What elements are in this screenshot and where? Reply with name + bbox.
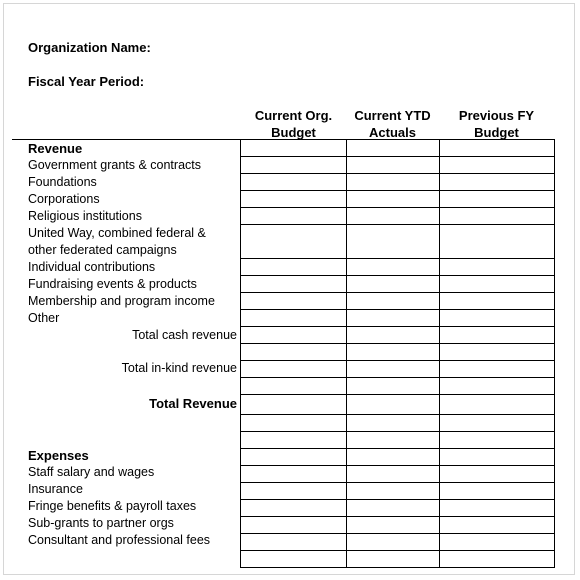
cell[interactable] xyxy=(440,157,555,174)
cell[interactable] xyxy=(440,259,555,276)
cell[interactable] xyxy=(440,174,555,191)
revenue-item: Foundations xyxy=(28,175,97,189)
cell[interactable] xyxy=(241,276,347,293)
grid-row-total-inkind xyxy=(241,361,555,378)
total-inkind-revenue-label: Total in-kind revenue xyxy=(121,361,237,375)
cell[interactable] xyxy=(241,327,347,344)
grid-row-total-revenue xyxy=(241,395,555,415)
revenue-item: Membership and program income xyxy=(28,294,215,308)
column-header-line: Current Org. xyxy=(254,108,333,123)
column-header-current-org-budget xyxy=(241,107,346,141)
cell[interactable] xyxy=(241,449,347,466)
fiscal-year-period-label: Fiscal Year Period: xyxy=(28,74,145,89)
grid-row xyxy=(241,378,555,395)
cell[interactable] xyxy=(347,276,440,293)
revenue-item: other federated campaigns xyxy=(28,243,177,257)
cell[interactable] xyxy=(347,191,440,208)
grid-row xyxy=(241,174,555,191)
cell[interactable] xyxy=(241,395,347,415)
cell[interactable] xyxy=(440,191,555,208)
cell[interactable] xyxy=(347,500,440,517)
cell[interactable] xyxy=(241,500,347,517)
cell[interactable] xyxy=(347,327,440,344)
cell[interactable] xyxy=(241,293,347,310)
column-header-line: Current YTD xyxy=(354,108,431,123)
cell[interactable] xyxy=(347,534,440,551)
cell[interactable] xyxy=(347,293,440,310)
grid-row xyxy=(241,276,555,293)
cell[interactable] xyxy=(347,208,440,225)
revenue-heading: Revenue xyxy=(28,141,83,156)
cell[interactable] xyxy=(440,432,555,449)
grid-row xyxy=(241,344,555,361)
cell[interactable] xyxy=(241,415,347,432)
cell[interactable] xyxy=(440,293,555,310)
revenue-item: Corporations xyxy=(28,192,100,206)
cell[interactable] xyxy=(347,174,440,191)
revenue-item: Government grants & contracts xyxy=(28,158,201,172)
budget-grid xyxy=(240,139,555,568)
column-header-line: Budget xyxy=(474,125,519,140)
cell[interactable] xyxy=(241,466,347,483)
grid-row xyxy=(241,191,555,208)
column-header-current-ytd-actuals xyxy=(346,107,439,141)
revenue-item: United Way, combined federal & xyxy=(28,226,206,240)
organization-name-label: Organization Name: xyxy=(28,40,151,55)
cell[interactable] xyxy=(241,310,347,327)
cell[interactable] xyxy=(440,310,555,327)
grid-row xyxy=(241,517,555,534)
cell[interactable] xyxy=(440,483,555,500)
grid-row xyxy=(241,208,555,225)
cell[interactable] xyxy=(440,517,555,534)
grid-row xyxy=(241,483,555,500)
cell[interactable] xyxy=(440,378,555,395)
grid-row xyxy=(241,449,555,466)
cell[interactable] xyxy=(347,395,440,415)
cell[interactable] xyxy=(241,174,347,191)
cell[interactable] xyxy=(440,500,555,517)
cell[interactable] xyxy=(440,466,555,483)
cell[interactable] xyxy=(241,344,347,361)
grid-row-expenses-heading xyxy=(241,466,555,483)
cell[interactable] xyxy=(440,415,555,432)
cell[interactable] xyxy=(241,157,347,174)
cell[interactable] xyxy=(241,140,347,157)
cell[interactable] xyxy=(347,140,440,157)
revenue-item: Other xyxy=(28,311,60,325)
expense-item: Consultant and professional fees xyxy=(28,533,211,547)
cell[interactable] xyxy=(241,361,347,378)
grid-row-revenue-heading xyxy=(241,140,555,157)
grid-row xyxy=(241,157,555,174)
cell[interactable] xyxy=(347,361,440,378)
cell[interactable] xyxy=(440,449,555,466)
grid-row xyxy=(241,415,555,432)
column-header-line: Previous FY xyxy=(458,108,535,123)
total-cash-revenue-label: Total cash revenue xyxy=(132,328,237,342)
cell[interactable] xyxy=(440,225,555,259)
cell[interactable] xyxy=(347,157,440,174)
cell[interactable] xyxy=(347,415,440,432)
cell[interactable] xyxy=(347,378,440,395)
column-header-previous-fy-budget xyxy=(439,107,554,141)
grid-row xyxy=(241,551,555,568)
cell[interactable] xyxy=(347,225,440,259)
cell[interactable] xyxy=(347,449,440,466)
total-revenue-label: Total Revenue xyxy=(149,396,237,411)
grid-row xyxy=(241,293,555,310)
cell[interactable] xyxy=(440,395,555,415)
expense-item: Insurance xyxy=(28,482,83,496)
cell[interactable] xyxy=(440,534,555,551)
cell[interactable] xyxy=(440,551,555,568)
column-header-line: Actuals xyxy=(369,125,416,140)
grid-row xyxy=(241,500,555,517)
cell[interactable] xyxy=(241,534,347,551)
cell[interactable] xyxy=(440,208,555,225)
cell[interactable] xyxy=(440,361,555,378)
grid-row xyxy=(241,432,555,449)
expense-item: Sub-grants to partner orgs xyxy=(28,516,174,530)
cell[interactable] xyxy=(347,259,440,276)
cell[interactable] xyxy=(241,551,347,568)
cell[interactable] xyxy=(347,517,440,534)
cell[interactable] xyxy=(347,432,440,449)
cell[interactable] xyxy=(241,432,347,449)
grid-row xyxy=(241,225,555,259)
grid-row xyxy=(241,259,555,276)
budget-form xyxy=(3,3,575,575)
grid-row xyxy=(241,310,555,327)
revenue-item: Religious institutions xyxy=(28,209,142,223)
cell[interactable] xyxy=(347,344,440,361)
cell[interactable] xyxy=(347,310,440,327)
label-column-top-rule xyxy=(12,139,241,140)
cell[interactable] xyxy=(347,466,440,483)
cell[interactable] xyxy=(241,208,347,225)
cell[interactable] xyxy=(241,483,347,500)
cell[interactable] xyxy=(241,517,347,534)
cell[interactable] xyxy=(440,140,555,157)
grid-row xyxy=(241,534,555,551)
cell[interactable] xyxy=(440,327,555,344)
cell[interactable] xyxy=(241,259,347,276)
grid-row-total-cash xyxy=(241,327,555,344)
cell[interactable] xyxy=(347,551,440,568)
cell[interactable] xyxy=(241,378,347,395)
cell[interactable] xyxy=(440,276,555,293)
cell[interactable] xyxy=(440,344,555,361)
expenses-heading: Expenses xyxy=(28,448,89,463)
expense-item: Fringe benefits & payroll taxes xyxy=(28,499,197,513)
revenue-item: Fundraising events & products xyxy=(28,277,197,291)
cell[interactable] xyxy=(347,483,440,500)
revenue-item: Individual contributions xyxy=(28,260,156,274)
cell[interactable] xyxy=(241,191,347,208)
expense-item: Staff salary and wages xyxy=(28,465,155,479)
cell[interactable] xyxy=(241,225,347,259)
column-header-line: Budget xyxy=(271,125,316,140)
